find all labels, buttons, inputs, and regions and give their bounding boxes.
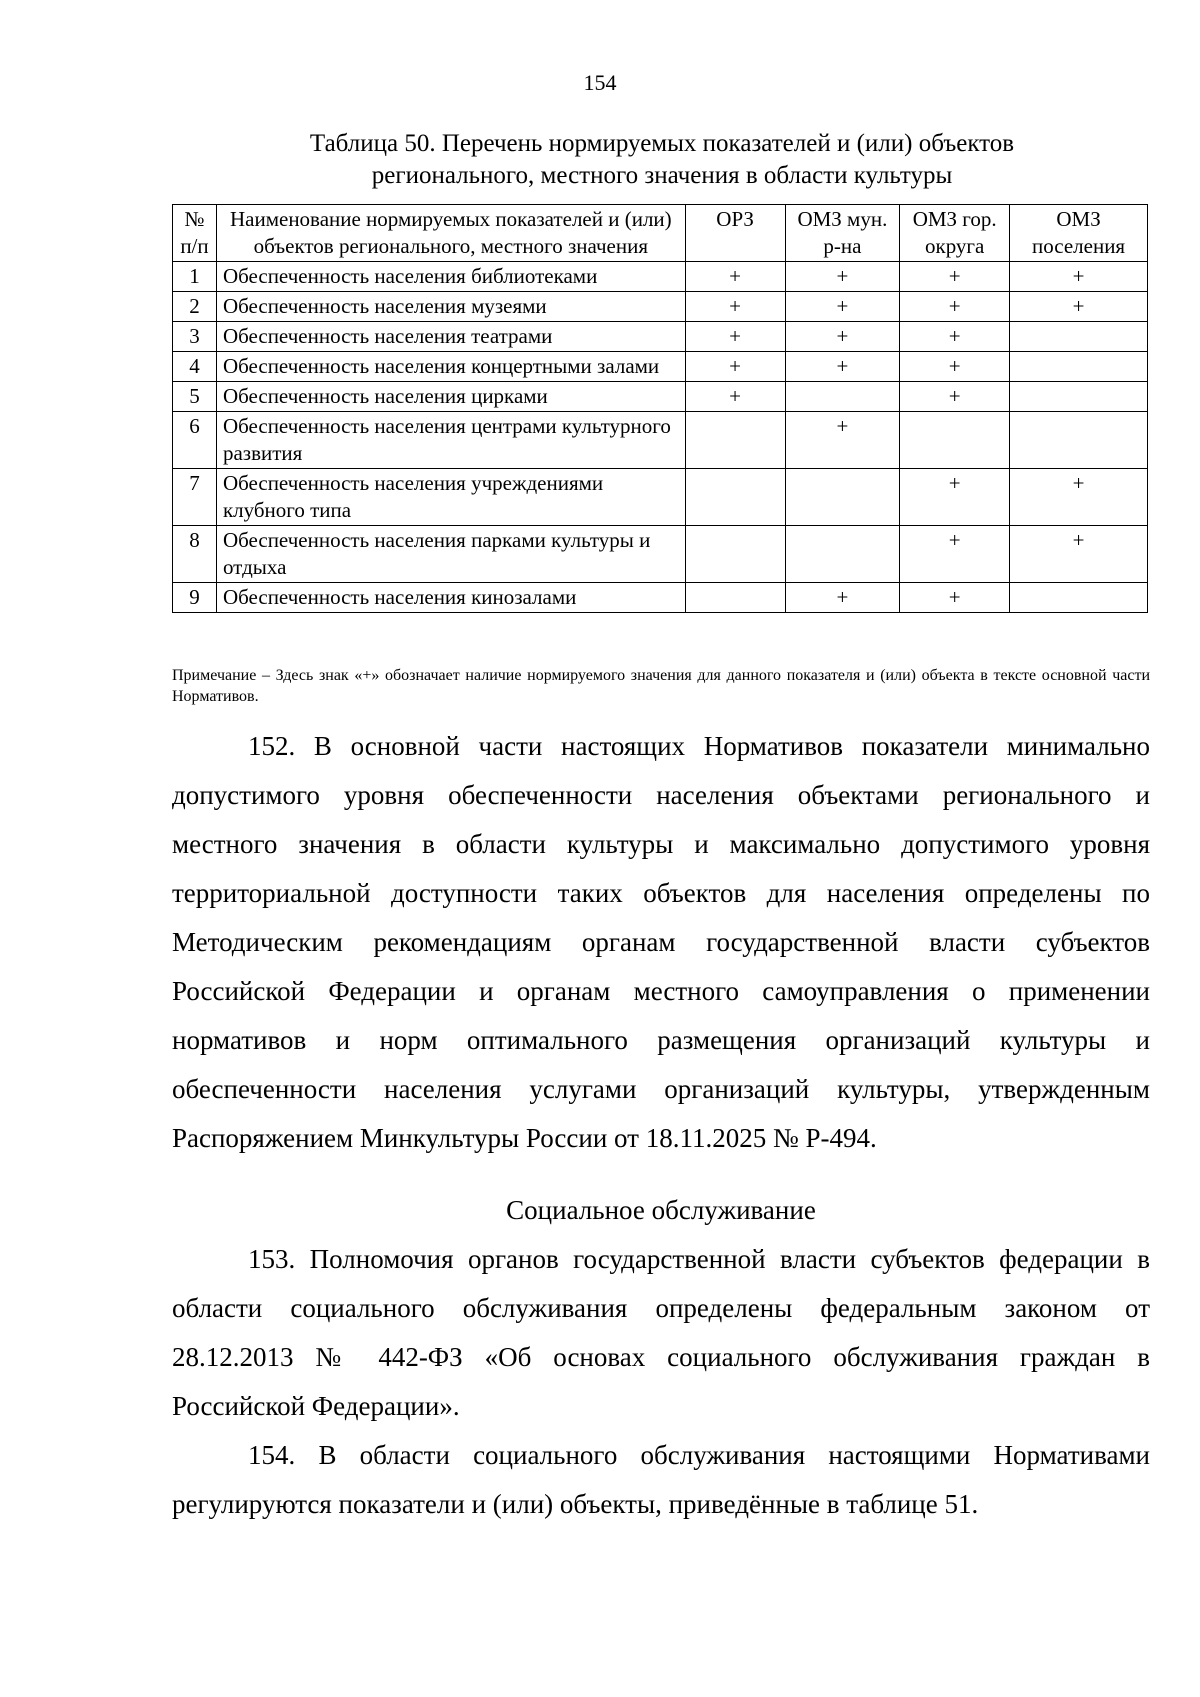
row-mun [785, 469, 900, 526]
table-title-line-1: Таблица 50. Перечень нормируемых показателей и (или) объектов [309, 130, 1015, 157]
row-orz: + [685, 352, 785, 382]
row-num: 6 [173, 412, 217, 469]
row-pos: + [1010, 262, 1148, 292]
row-mun [785, 382, 900, 412]
paragraph-154: 154. В области социального обслуживания настоящими Нормативами регулируются показатели и (или) объекты, приведённые в таблице 51. [172, 1440, 1150, 1519]
body-section-culture [172, 722, 1150, 1163]
row-num: 8 [173, 526, 217, 583]
table-title [172, 128, 1152, 192]
row-num: 9 [173, 583, 217, 613]
row-orz: + [685, 382, 785, 412]
row-pos [1010, 322, 1148, 352]
header-name: Наименование нормируемых показателей и (или) объектов регионального, местного значения [216, 205, 685, 262]
row-gor: + [900, 526, 1010, 583]
row-gor: + [900, 322, 1010, 352]
row-gor: + [900, 382, 1010, 412]
table-row [173, 526, 1148, 583]
row-orz [685, 583, 785, 613]
table-row [173, 583, 1148, 613]
table-row [173, 352, 1148, 382]
culture-norms-table [172, 204, 1148, 613]
row-num: 4 [173, 352, 217, 382]
row-name: Обеспеченность населения библиотеками [216, 262, 685, 292]
row-gor: + [900, 469, 1010, 526]
row-pos [1010, 583, 1148, 613]
row-pos [1010, 412, 1148, 469]
table-title-line-2: регионального, местного значения в области культуры [371, 162, 953, 189]
table-row [173, 469, 1148, 526]
row-orz: + [685, 262, 785, 292]
header-omz-pos: ОМЗ поселения [1010, 205, 1148, 262]
header-num: № п/п [173, 205, 217, 262]
row-name: Обеспеченность населения парками культуры и отдыха [216, 526, 685, 583]
row-num: 7 [173, 469, 217, 526]
row-pos: + [1010, 292, 1148, 322]
header-omz-mun: ОМЗ мун. р-на [785, 205, 900, 262]
paragraph-152: 152. В основной части настоящих Нормативов показатели минимально допустимого уровня обеспеченности населения объектами регионального и местного значения в области культуры и максимально допустимого уровня территориальной доступности таких объектов для населения определены по Методическим рекомендациям органам государственной власти субъектов Российской Федерации и органам местного самоуправления о применении нормативов и норм оптимального размещения организаций культуры и обеспеченности населения услугами организаций культуры, утвержденным Распоряжением Минкультуры России от 18.11.2025 № Р-494. [172, 731, 1150, 1153]
row-num: 5 [173, 382, 217, 412]
table-row [173, 322, 1148, 352]
heading-social-service: Социальное обслуживание [506, 1195, 816, 1225]
row-name: Обеспеченность населения музеями [216, 292, 685, 322]
row-gor: + [900, 292, 1010, 322]
row-pos: + [1010, 469, 1148, 526]
paragraph-153: 153. Полномочия органов государственной власти субъектов федерации в области социального обслуживания определены федеральным законом от 28.12.2013 № 442-ФЗ «Об основах социального обслуживания граждан в Российской Федерации». [172, 1244, 1150, 1421]
row-orz [685, 412, 785, 469]
row-orz [685, 526, 785, 583]
table-note: Примечание – Здесь знак «+» обозначает наличие нормируемого значения для данного показателя и (или) объекта в тексте основной части Нормативов. [172, 667, 1150, 705]
row-name: Обеспеченность населения цирками [216, 382, 685, 412]
row-mun: + [785, 262, 900, 292]
row-pos: + [1010, 526, 1148, 583]
header-orz: ОРЗ [685, 205, 785, 262]
row-mun: + [785, 412, 900, 469]
row-name: Обеспеченность населения концертными залами [216, 352, 685, 382]
row-pos [1010, 382, 1148, 412]
table-row [173, 262, 1148, 292]
row-gor: + [900, 583, 1010, 613]
row-name: Обеспеченность населения учреждениями клубного типа [216, 469, 685, 526]
row-name: Обеспеченность населения кинозалами [216, 583, 685, 613]
table-row [173, 382, 1148, 412]
row-mun: + [785, 322, 900, 352]
row-gor [900, 412, 1010, 469]
header-omz-gor: ОМЗ гор. округа [900, 205, 1010, 262]
row-orz: + [685, 292, 785, 322]
body-section-social [172, 1186, 1150, 1529]
row-num: 3 [173, 322, 217, 352]
row-num: 2 [173, 292, 217, 322]
row-gor: + [900, 352, 1010, 382]
row-pos [1010, 352, 1148, 382]
row-gor: + [900, 262, 1010, 292]
row-name: Обеспеченность населения центрами культурного развития [216, 412, 685, 469]
table-row [173, 292, 1148, 322]
table-header-row [173, 205, 1148, 262]
page-number: 154 [583, 70, 617, 95]
row-orz: + [685, 322, 785, 352]
table-row [173, 412, 1148, 469]
row-name: Обеспеченность населения театрами [216, 322, 685, 352]
row-mun: + [785, 292, 900, 322]
row-orz [685, 469, 785, 526]
row-mun [785, 526, 900, 583]
row-mun: + [785, 352, 900, 382]
row-mun: + [785, 583, 900, 613]
row-num: 1 [173, 262, 217, 292]
